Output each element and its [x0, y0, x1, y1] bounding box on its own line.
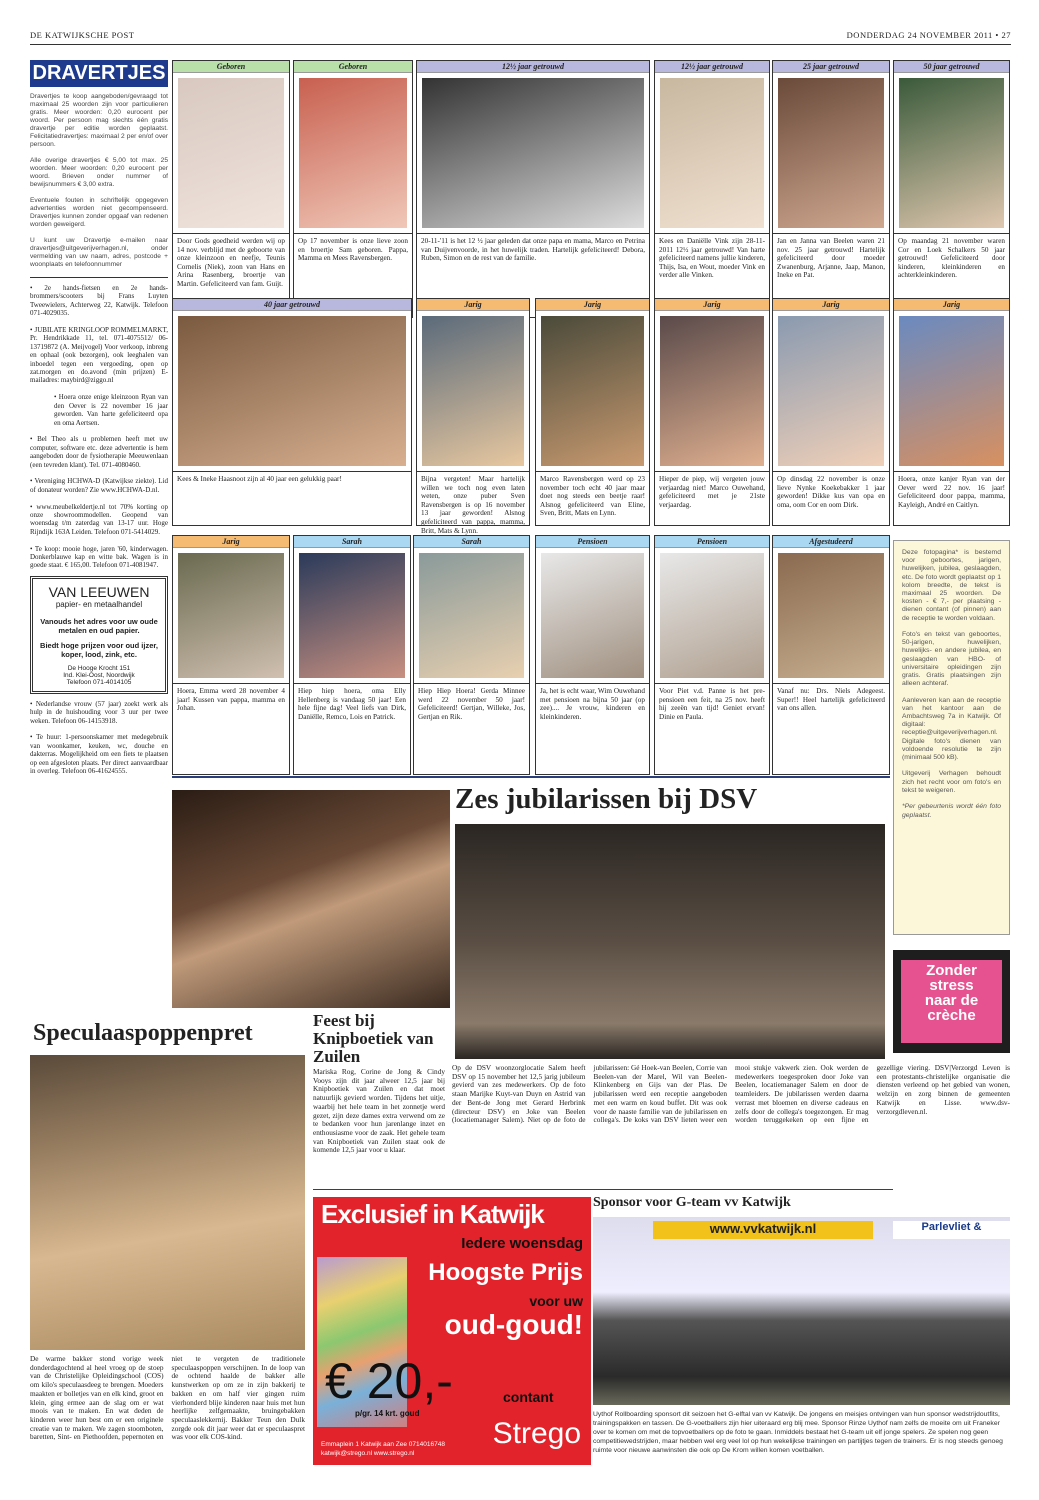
ad-item: • JUBILATE KRINGLOOP ROMMELMARKT, Pr. Hendrikkade 11, tel. 071-4075512/ 06-13719872 (A. Meijvogel) Voor verkoop, inbreng en ophaal (ook bezorgen), ook leeghalen van inboedel tegen een vergoeding, open op zat.morgen en do.avond (min prijzen) E-mailadres: maybird@ziggo.nl: [30, 326, 168, 385]
photo-card: [416, 298, 530, 535]
card-photo: [660, 316, 764, 466]
photo-card: [293, 535, 411, 775]
card-photo: [778, 78, 884, 228]
card-photo: [778, 553, 884, 678]
ad-line: Hoogste Prijs: [428, 1259, 583, 1286]
photo-card: [535, 535, 650, 775]
banner: Parlevliet &: [893, 1221, 1010, 1239]
photo-card: [893, 298, 1010, 526]
photo-card: [172, 60, 290, 318]
ad-line: Exclusief in Katwijk: [321, 1199, 544, 1229]
speculaas-article: De warme bakker stond vorige week donderdagochtend al heel vroeg op de stoep van de Christelijke Opleidingschool (COS) om kilo's speculaasdeeg te brengen. Moeders maakten er bolletjes van en elk kind, groot en klein, ging ermee aan de slag om er wat moois van te maken. En wat deden de kinderen weer hun best om er een originele creatie van te maken. We zagen stoomboten, baretten, Sint- en Piethoofden, pepernoten en niet te vergeten de traditionele speculaaspoppen verschijnen. In de loop van de ochtend haalde de bakker alle kunstwerken op om ze in zijn bakkerij te bakken en om half vier gingen ruim vierhonderd blije kinderen naar huis met hun heerlijke zelfgemaakte, bruingebakken speculaaslekkernij. Bakker Teun den Dulk zorgde ook dit jaar weer dat er speculaaspret was voor elk COS-kind.: [30, 1354, 305, 1442]
sponsor-article: Uythof Rollboarding sponsort dit seizoen het G-elftal van vv Katwijk. De jongens en meisjes ontvingen van hun sponsor wedstrijdoutfits, trainingspakken en tassen. De G-voetballers zijn hier uiteraard erg blij mee. Sponsor Rinze Uythof nam zelfs de moeite om uit Franeker over te komen om met de topvoetballers op de foto te gaan. Inmiddels bestaat het G-team uit elf jonge spelers. Ze spelen nog geen competitiewedstrijden, maar hebben wel erg veel lol op hun wekelijkse trainingen en partijtjes tegen de trainers. Er is nog steeds genoeg ruimte voor nieuwe aanwinsten die ook op De Krom willen komen voetballen.: [593, 1411, 1003, 1454]
speculaas-headline: Speculaaspoppenpret: [33, 1020, 253, 1046]
photo-card: [172, 535, 290, 775]
page-number: 27: [1001, 30, 1011, 40]
sponsor-photo: [593, 1217, 1010, 1405]
rules-2: Alle overige dravertjes € 5,00 tot max. 25 woorden. Meer woorden: 0,20 eurocent per woord. Brieven onder nummer of bewijsnummers € 3,00 extra.: [30, 157, 168, 188]
card-caption: Op maandag 21 november waren Cor en Loek Schalkers 50 jaar getrouwd! Gefeliciteerd door kinderen, kleinkinderen en achterkleinkinderen.: [894, 233, 1009, 317]
card-photo: [778, 316, 884, 466]
card-caption: Ja, het is echt waar, Wim Ouwehand met pensioen na bijna 50 jaar (op zee).... Je vrouw, kinderen en kleinkinderen.: [536, 683, 649, 774]
ad-addr: De Hooge Krocht 151: [67, 664, 131, 672]
price: € 20,-: [325, 1353, 453, 1409]
ad-line: Biedt hoge prijzen voor oud ijzer, koper, lood, zink, etc.: [40, 640, 158, 659]
info-note: *Per gebeurtenis wordt één foto geplaatst.: [902, 803, 1001, 819]
speculaas-photo: [30, 1055, 305, 1350]
card-heading: Sarah: [414, 536, 529, 548]
card-caption: Op dinsdag 22 november is onze lieve Nynke Koekebakker 1 jaar geworden! Dikke kus van opa en oma, oom Cor en oom Dirk.: [773, 471, 889, 525]
ad-line: voor uw: [529, 1293, 583, 1309]
card-heading: Pensioen: [536, 536, 649, 548]
photo-card: [654, 535, 770, 775]
dravertjes-title: DRAVERTJES: [30, 60, 168, 87]
card-photo: [178, 553, 284, 678]
card-caption: Hieper de piep, wij vergeten jouw verjaardag niet! Marco Ouwehand, gefeliciteerd met je 21ste verjaardag.: [655, 471, 769, 525]
page-date: DONDERDAG 24 NOVEMBER 2011 • 27: [846, 30, 1011, 40]
card-heading: Jarig: [536, 299, 649, 311]
ad-tel: Telefoon 071-4014105: [66, 678, 132, 686]
photo-card: [772, 535, 890, 775]
divider: [313, 1189, 893, 1190]
info-text: Aanleveren kan aan de receptie van het kantoor aan de Ambachtsweg 7a in Katwijk. Of digitaal: receptie@uitgeverijverhagen.nl. Digitale foto's dienen van voldoende resolutie te zijn (minimaal 500 kB).: [902, 696, 1001, 762]
knipboetiek-headline: Feest bij Knipboetiek van Zuilen: [313, 1011, 434, 1066]
ad-line: Iedere woensdag: [461, 1235, 583, 1252]
card-caption: Jan en Janna van Beelen waren 21 nov. 25 jaar getrouwd! Hartelijk gefeliciteerd door moeder Zwanenburg, Arjanne, Jaap, Manon, Ineke en Pat.: [773, 233, 889, 317]
header-rule: [30, 44, 1011, 45]
card-heading: 12½ jaar getrouwd: [417, 61, 649, 73]
dravertjes-column: [30, 60, 168, 775]
date: DONDERDAG 24 NOVEMBER 2011: [846, 30, 993, 40]
paper-name: DE KATWIJKSCHE POST: [30, 30, 135, 40]
van-leeuwen-ad: [30, 576, 168, 694]
card-heading: 25 jaar getrouwd: [773, 61, 889, 73]
ad-line: Vanouds het adres voor uw oude metalen en oud papier.: [40, 616, 158, 635]
info-text: Uitgeverij Verhagen behoudt zich het recht voor om foto's en tekst te weigeren.: [902, 770, 1001, 794]
strego-ad: [313, 1197, 591, 1465]
card-photo: [178, 316, 406, 466]
knipboetiek-photo: [172, 790, 450, 1008]
card-caption: Hoera, onze kanjer Ryan van der Oever werd 22 nov. 16 jaar! Gefeliciteerd door pappa, mamma, Kayleigh, André en Caitlyn.: [894, 471, 1009, 525]
sponsor-headline: Sponsor voor G-team vv Katwijk: [593, 1195, 791, 1210]
card-photo: [422, 316, 524, 466]
photo-card: [413, 535, 530, 775]
photo-card: [293, 60, 413, 318]
card-photo: [178, 78, 284, 228]
photo-card: [172, 298, 412, 526]
strego-address: Emmaplein 1 Katwijk aan Zee 0714016748: [321, 1441, 445, 1448]
card-photo: [899, 78, 1004, 228]
ad-item: • 2e hands-fietsen en 2e hands-brommers/scooters bij Frans Luyten Tweewielers, Achterweg 22, Katwijk. Telefoon 071-4029035.: [30, 284, 168, 318]
card-heading: Geboren: [294, 61, 412, 73]
ad-line: crèche: [927, 1007, 976, 1024]
ad-sub: papier- en metaalhandel: [55, 599, 143, 609]
card-photo: [660, 553, 764, 678]
card-caption: Hiep hiep hoera, oma Elly Hellenberg is vandaag 50 jaar! Een hele fijne dag! Veel liefs van Dirk, Daniëlle, Remco, Lois en Patrick.: [294, 683, 410, 774]
ad-item: • Hoera onze enige kleinzoon Ryan van den Oever is 22 november 16 jaar geworden. Van harte gefeliciteerd opa en oma Aertsen.: [54, 393, 168, 427]
info-text: Deze fotopagina* is bestemd voor geboortes, jarigen, huwelijken, jubilea, geslaagden, etc. De foto wordt geplaatst op 1 kolom breedte, de tekst is maximaal 25 woorden. De kosten - € 7,- per plaatsing - dienen contant (of pinnen) aan de receptie te worden voldaan.: [902, 549, 1001, 622]
creche-ad: [893, 950, 1010, 1053]
card-photo: [899, 316, 1004, 466]
card-caption: Kees & Ineke Haasnoot zijn al 40 jaar een gelukkig paar!: [173, 471, 411, 525]
card-photo: [541, 316, 644, 466]
ad-item: • www.meubelkeldertje.nl tot 70% korting op onze showroommodellen. Geopend van woensdag t/m zaterdag van 13-17 uur. Hoge Rijndijk 163A Leiden. Telefoon 071-5414029.: [30, 502, 168, 536]
photo-card: [654, 60, 770, 318]
photo-card: [772, 298, 890, 526]
card-heading: Jarig: [417, 299, 529, 311]
rules-4: U kunt uw Dravertje e-mailen naar dravertjes@uitgeverijverhagen.nl, onder vermelding van uw naam, adres, postcode + woonplaats en telefoonnummer: [30, 237, 168, 268]
card-heading: Jarig: [173, 536, 289, 548]
card-caption: Bijna vergeten! Maar hartelijk willen we toch nog even laten weten, onze puber Sven Ravensbergen is op 16 november 13 jaar geworden! Alsnog gefeliciteerd van pappa, mamma, Britt, Mats & Lynn.: [417, 471, 529, 525]
card-caption: Hoera, Emma werd 28 november 4 jaar! Kussen van pappa, mamma en Johan.: [173, 683, 289, 774]
photo-card: [416, 60, 650, 318]
ad-item: • Bel Theo als u problemen heeft met uw computer, software etc. deze advertentie is hem aangeboden door de fysiotherapie Meeuwenlaan (een tevreden klant). Tel. 071-4080460.: [30, 435, 168, 469]
photo-card: [772, 60, 890, 318]
divider: [172, 776, 890, 778]
card-heading: 12½ jaar getrouwd: [655, 61, 769, 73]
card-heading: Jarig: [655, 299, 769, 311]
photo-card: [893, 60, 1010, 318]
strego-web: katwijk@strego.nl www.strego.nl: [321, 1450, 415, 1457]
card-heading: Geboren: [173, 61, 289, 73]
card-heading: Sarah: [294, 536, 410, 548]
dsv-article: Op de DSV woonzorglocatie Salem heeft DSV op 15 november het 12,5 jarig jubileum gevierd van zes medewerkers. Op de foto staan Marijke Kuyt-van Duyn en Astrid van der Bent-de Jong met Gerard Herbrink (directeur DSV) en Joke van Beelen (locatiemanager Salem). Niet op de foto de jubilarissen: Gé Hoek-van Beelen, Corrie van Beelen-van der Marel, Wil van Beelen-Klinkenberg en Gijs van der Plas. De jubilarissen werd een receptie aangeboden met een warm en koud buffet. Dit was ook voor de naaste familie van de jubilarissen en collega's. De koks van DSV lieten weer een mooi stukje vakwerk zien. Ook werden de medewerkers toegesproken door Joke van Beelen, locatiemanager Salem en door de teamleiders. De jubilarissen werden daarna verrast met bloemen en diverse cadeaus en zelfs door de collega's toegezongen. Er mag worden teruggekeken op een fijne en gezellige viering. DSV|Verzorgd Leven is een protestants-christelijke organisatie die diensten verleend op het gebied van wonen, welzijn en zorg binnen de gemeenten Katwijk en Lisse. www.dsv-verzorgdleven.nl.: [452, 1063, 1010, 1125]
card-photo: [422, 78, 644, 228]
card-heading: Jarig: [894, 299, 1009, 311]
card-caption: Marco Ravensbergen werd op 23 november toch echt 40 jaar maar doet nog steeds een beetje raar! Alsnog gefeliciteerd van Eline, Sven, Britt, Mats en Lynn.: [536, 471, 649, 525]
card-caption: Op 17 november is onze lieve zoon en broertje Sam geboren. Pappa, Mamma en Mees Ravensbergen.: [294, 233, 412, 317]
dsv-headline: Zes jubilarissen bij DSV: [455, 783, 758, 815]
ad-item: • Nederlandse vrouw (57 jaar) zoekt werk als hulp in de huishouding voor 3 uur per twee weken. Telefoon 06-14153918.: [30, 699, 168, 725]
card-photo: [299, 553, 405, 678]
info-text: Foto's en tekst van geboortes, 50-jarigen, huwelijken, huwelijks- en andere jubilea, en geslaagden van HBO- of universitaire opleidingen zijn gratis. Gratis plaatsingen zijn alleen achteraf.: [902, 631, 1001, 688]
per-gram: p/gr. 14 krt. goud: [355, 1409, 420, 1418]
ad-addr: Ind. Klei-Oost, Noordwijk: [63, 671, 135, 679]
ad-line: stress: [929, 977, 974, 994]
card-caption: Hiep Hiep Hoera! Gerda Minnee werd 22 november 50 jaar! Gefeliciteerd! Gertjan, Willeke, Jos, Gertjan en Rik.: [414, 683, 529, 774]
card-heading: 40 jaar getrouwd: [173, 299, 411, 311]
photo-card: [654, 298, 770, 526]
banner: www.vvkatwijk.nl: [653, 1221, 873, 1239]
card-heading: Afgestudeerd: [773, 536, 889, 548]
card-caption: Vanaf nu: Drs. Niels Adegeest. Super!! Heel hartelijk gefeliciteerd van ons allen.: [773, 683, 889, 774]
dsv-photo: [455, 824, 885, 1059]
card-caption: Door Gods goedheid werden wij op 14 nov. verblijd met de geboorte van onze kleinzoon en neefje, Teunis Cornelis (Niek), zoon van Hans en Arina Rasenberg, broertje van Martin. Gefeliciteerd van fam. Guijt.: [173, 233, 289, 317]
photo-card: [535, 298, 650, 526]
card-caption: Kees en Daniëlle Vink zijn 28-11-2011 12½ jaar getrouwd! Van harte gefeliciteerd namens jullie kinderen, Thijs, Isa, en Wout, moeder Vink en verder alle Vinken.: [655, 233, 769, 317]
ad-line: oud-goud!: [444, 1309, 583, 1340]
card-heading: Pensioen: [655, 536, 769, 548]
rules-1: Dravertjes te koop aangeboden/gevraagd tot maximaal 25 woorden zijn voor particulieren gratis. Meer woorden: 0,20 eurocent per woord. Per persoon mag slechts één gratis dravertje per editie worden geplaatst. Felicitatiedravertjes: maximaal 2 per en/of over persoon.: [30, 93, 168, 148]
knipboetiek-article: Mariska Rog, Corine de Jong & Cindy Vooys zijn dit jaar alweer 12,5 jaar bij Knipboetiek van Zuilen en dat moet natuurlijk gevierd worden. Tijdens het uitje, waarbij het hele team in het zonnetje werd gezet, zijn deze dames extra verwend om ze te bedanken voor hun jarenlange inzet en enthousiasme voor de zaak. Het gehele team van Knipboetiek van Zuilen staat ook de komende 12,5 jaar voor u klaar.: [313, 1067, 445, 1155]
card-photo: [419, 553, 524, 678]
ad-item: • Te huur: 1-persoonskamer met medegebruik van woonkamer, keuken, wc, douche en dakterras. Mogelijkheid om een fiets te plaatsen op een afgesloten plaats. Per direct aanvaardbaar in overleg. Telefoon 06-41624555.: [30, 733, 168, 776]
contant: contant: [503, 1389, 554, 1405]
card-photo: [299, 78, 407, 228]
ad-line: Zonder: [926, 962, 977, 979]
card-photo: [660, 78, 764, 228]
card-caption: 20-11-'11 is het 12 ½ jaar geleden dat onze papa en mama, Marco en Petrina van Duijvenvoorde, in het huwelijk traden. Hartelijk gefeliciteerd! Debora, Ruben, Simon en de rest van de familie.: [417, 233, 649, 317]
rules-3: Eventuele fouten in schriftelijk opgegeven advertenties worden niet gecompenseerd. Dravertjes kunnen zonder opgaaf van redenen worden geweigerd.: [30, 197, 168, 228]
card-photo: [541, 553, 644, 678]
strego-logo: Strego: [492, 1417, 581, 1450]
ad-line: naar de: [924, 992, 979, 1009]
card-heading: Jarig: [773, 299, 889, 311]
ad-item: • Te koop: mooie hoge, jaren '60, kinderwagen. Donkerblauwe kap en witte bak. Wagen is in goede staat. € 165,00. Telefoon 071-4081947.: [30, 544, 168, 570]
info-box: [893, 540, 1010, 935]
ad-item: • Vereniging HCHWA-D (Katwijkse ziekte). Lid of donateur worden? Zie www.HCHWA-D.nl.: [30, 477, 168, 494]
ad-name: VAN LEEUWEN: [48, 583, 150, 600]
card-caption: Voor Piet v.d. Panne is het pre-pensioen een feit, na 25 nov. heeft hij zeeën van tijd! Geniet ervan! Dinie en Paula.: [655, 683, 769, 774]
card-heading: 50 jaar getrouwd: [894, 61, 1009, 73]
